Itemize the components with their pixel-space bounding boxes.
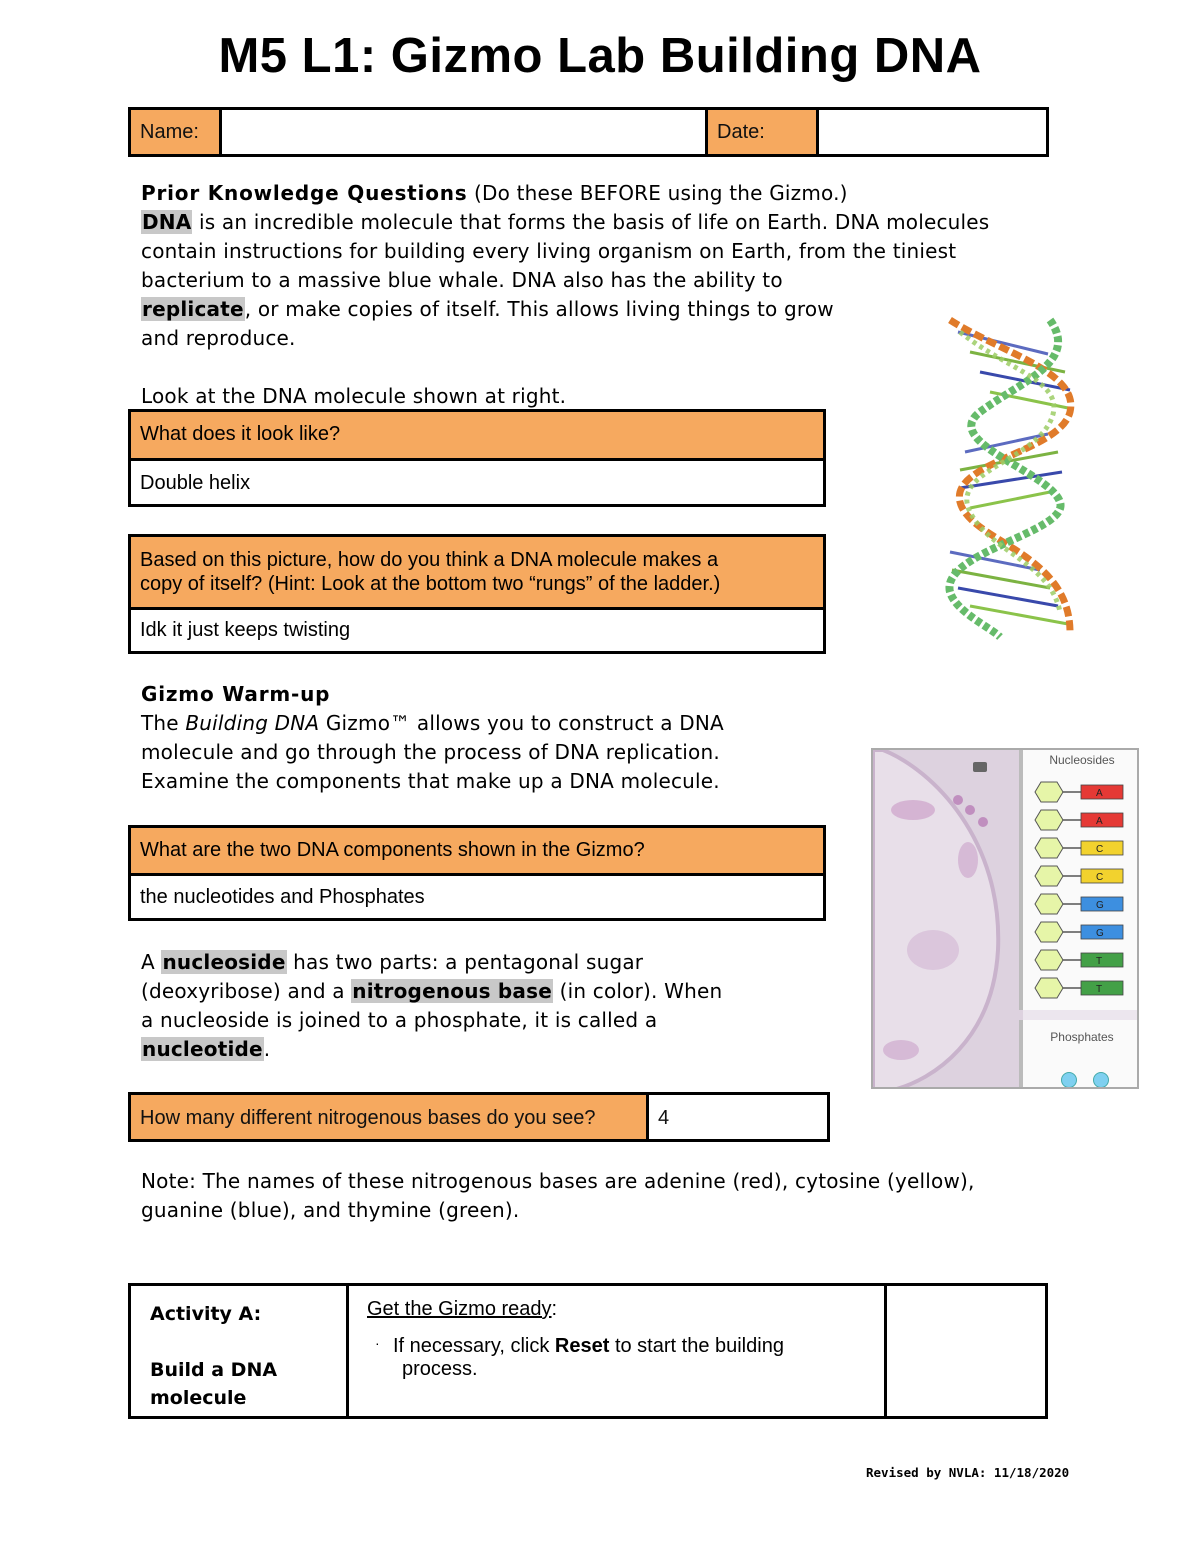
page-title: M5 L1: Gizmo Lab Building DNA <box>218 29 982 83</box>
note-paragraph <box>141 1167 1141 1225</box>
warmup-line-3: Examine the components that make up a DNA molecule. <box>141 769 720 793</box>
look-instruction: Look at the DNA molecule shown at right. <box>141 384 567 408</box>
answer-3[interactable]: the nucleotides and Phosphates <box>140 886 425 908</box>
note-line-1: Note: The names of these nitrogenous bases are adenine (red), cytosine (yellow), <box>141 1169 975 1193</box>
base-letter: A <box>1096 788 1103 799</box>
helix-strand-1 <box>950 320 1071 632</box>
term-nitrogenous-base: nitrogenous base <box>352 979 553 1003</box>
sugar-shape <box>1035 978 1063 998</box>
prior-line-4: replicate, or make copies of itself. This allows living things to grow <box>142 297 834 321</box>
term-replicate: replicate <box>142 297 244 321</box>
activity-step: · If necessary, click Reset to start the building process. <box>375 1335 784 1380</box>
dna-helix-image <box>930 312 1090 642</box>
bullet: · <box>375 1335 380 1351</box>
nucleoside-line-4: nucleotide. <box>142 1037 271 1061</box>
question-box-3 <box>128 825 826 921</box>
name-date-row <box>128 107 1049 157</box>
nucleoside-line-2: (deoxyribose) and a nitrogenous base (in color). When <box>141 979 723 1003</box>
revision-footer: Revised by NVLA: 11/18/2020 <box>866 1465 1070 1480</box>
nucleosides-label: Nucleosides <box>1049 753 1115 767</box>
activity-label-cell: Activity A: Build a DNA molecule <box>131 1286 349 1416</box>
question-box-1 <box>128 409 826 507</box>
nucleoside-paragraph <box>141 948 841 1064</box>
term-dna: DNA <box>142 210 192 234</box>
nucleoside-line-1: A nucleoside has two parts: a pentagonal sugar <box>141 950 644 974</box>
question-1: What does it look like? <box>131 412 823 461</box>
base-letter: G <box>1096 928 1104 939</box>
reset-button-ref: Reset <box>554 1335 610 1357</box>
warmup-line-1: The Building DNA Gizmo™ allows you to construct a DNA <box>141 711 724 735</box>
prior-line-5: and reproduce. <box>141 326 296 350</box>
gizmo-screenshot <box>871 748 1139 1089</box>
prior-knowledge-section <box>141 179 1061 411</box>
nucleoside-item[interactable] <box>1035 894 1123 914</box>
prior-line-1: DNA is an incredible molecule that forms the basis of life on Earth. DNA molecules <box>142 210 990 234</box>
question-2: Based on this picture, how do you think a DNA molecule makes a copy of itself? (Hint: Look at the bottom two “rungs” of the ladder.) <box>131 537 823 610</box>
term-nucleotide: nucleotide <box>142 1037 263 1061</box>
activity-table <box>128 1283 1048 1419</box>
term-nucleoside: nucleoside <box>162 950 286 974</box>
question-box-4 <box>128 1092 830 1142</box>
question-3: What are the two DNA components shown in the Gizmo? <box>131 828 823 876</box>
sugar-shape <box>1035 922 1063 942</box>
nucleoside-item[interactable] <box>1035 838 1123 858</box>
prior-line-2: contain instructions for building every living organism on Earth, from the tiniest <box>141 239 957 263</box>
sugar-shape <box>1035 810 1063 830</box>
answer-4[interactable]: 4 <box>658 1107 670 1129</box>
activity-blank-cell <box>887 1286 1045 1416</box>
name-field[interactable] <box>222 110 705 154</box>
activity-instructions-cell <box>349 1286 887 1416</box>
nucleoside-item[interactable] <box>1035 922 1123 942</box>
warmup-section <box>141 680 841 796</box>
nucleoside-list <box>1023 776 1139 1006</box>
date-field[interactable] <box>819 110 1046 154</box>
sugar-shape <box>1035 894 1063 914</box>
answer-1[interactable]: Double helix <box>140 472 251 494</box>
warmup-heading: Gizmo Warm-up <box>141 682 331 706</box>
nucleoside-line-3: a nucleoside is joined to a phosphate, it is called a <box>141 1008 658 1032</box>
activity-task: Get the Gizmo ready: <box>367 1298 558 1320</box>
base-letter: T <box>1096 956 1103 967</box>
prior-heading: Prior Knowledge Questions <box>141 181 468 205</box>
base-letter: T <box>1096 984 1103 995</box>
base-letter: G <box>1096 900 1104 911</box>
base-letter: C <box>1096 872 1104 883</box>
nucleoside-item[interactable] <box>1035 782 1123 802</box>
camera-icon[interactable] <box>973 762 987 772</box>
warmup-line-2: molecule and go through the process of DNA replication. <box>141 740 720 764</box>
prior-line-3: bacterium to a massive blue whale. DNA also has the ability to <box>141 268 783 292</box>
base-letter: C <box>1096 844 1104 855</box>
sugar-shape <box>1035 950 1063 970</box>
sugar-shape <box>1035 838 1063 858</box>
sugar-shape <box>1035 782 1063 802</box>
phosphates-panel <box>1019 1020 1139 1089</box>
name-label: Name: <box>131 110 222 154</box>
prior-heading-line: Prior Knowledge Questions (Do these BEFORE using the Gizmo.) <box>141 181 848 205</box>
cell-background <box>873 750 1023 1089</box>
question-box-2 <box>128 534 826 654</box>
nucleoside-item[interactable] <box>1035 810 1123 830</box>
phosphate-item[interactable] <box>1061 1072 1077 1088</box>
nucleoside-item[interactable] <box>1035 866 1123 886</box>
nucleosides-panel <box>1019 750 1139 1010</box>
phosphate-item[interactable] <box>1093 1072 1109 1088</box>
sugar-shape <box>1035 866 1063 886</box>
answer-2[interactable]: Idk it just keeps twisting <box>140 619 351 641</box>
nucleoside-item[interactable] <box>1035 978 1123 998</box>
date-label: Date: <box>705 110 819 154</box>
nucleoside-item[interactable] <box>1035 950 1123 970</box>
note-line-2: guanine (blue), and thymine (green). <box>141 1198 520 1222</box>
question-4: How many different nitrogenous bases do you see? <box>131 1095 649 1139</box>
base-letter: A <box>1096 816 1103 827</box>
phosphates-label: Phosphates <box>1050 1030 1114 1044</box>
activity-title: Activity A: <box>150 1303 262 1325</box>
